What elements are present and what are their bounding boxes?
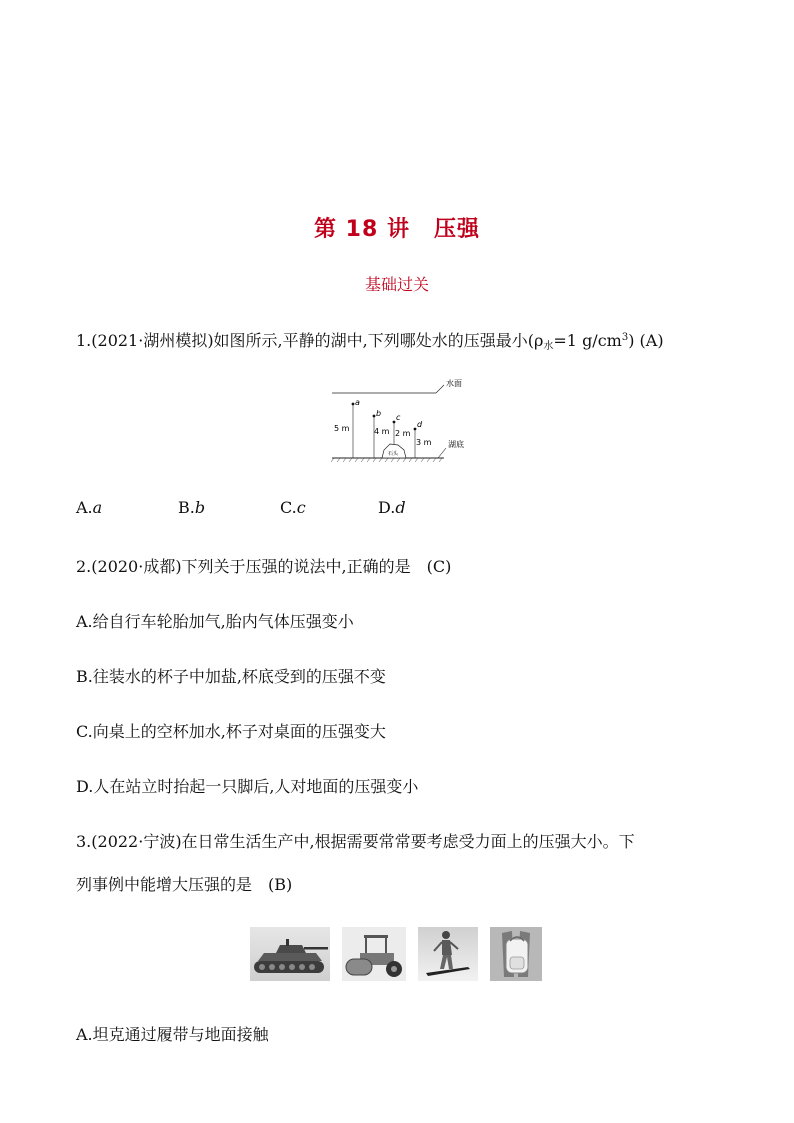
point-d-marker (414, 428, 417, 431)
q2-stem: 2.(2020·成都)下列关于压强的说法中,正确的是 (C) (76, 557, 452, 576)
point-c-marker (393, 421, 396, 424)
q3-stem-line1: 3.(2022·宁波)在日常生活生产中,根据需要常常要考虑受力面上的压强大小。下 (76, 832, 635, 851)
point-b-marker (373, 415, 376, 418)
water-surface-leader (436, 385, 444, 393)
q1-option-b: B.b (178, 498, 206, 517)
point-a-marker (352, 403, 355, 406)
q2-option-b: B.往装水的杯子中加盐,杯底受到的压强不变 (76, 667, 386, 686)
q1-option-d: D.d (378, 498, 406, 517)
depth-label-d: 3 m (416, 438, 432, 447)
section-heading: 基础过关 (364, 275, 429, 294)
q1-stem: 1.(2021·湖州模拟)如图所示,平静的湖中,下列哪处水的压强最小($\rho_水=1$ $g/cm^3$) (A) (76, 331, 664, 352)
q1-option-c: C.c (280, 498, 306, 517)
lake-bottom-label: 湖底 (448, 440, 464, 449)
depth-label-b: 4 m (374, 427, 390, 436)
lake-bottom-leader (438, 448, 446, 458)
q3-stem-line2: 列事例中能增大压强的是 (B) (76, 875, 293, 894)
point-b-label: b (376, 409, 382, 418)
lake-pressure-figure (326, 374, 476, 466)
q2-option-c: C.向桌上的空杯加水,杯子对桌面的压强变大 (76, 722, 386, 741)
q3-option-a: A.坦克通过履带与地面接触 (76, 1025, 269, 1044)
snowboard-photo (418, 927, 478, 981)
q2-option-a: A.给自行车轮胎加气,胎内气体压强变小 (76, 612, 354, 631)
lake-bottom-hatch (331, 458, 442, 462)
q3-photo-strip (250, 927, 542, 983)
q2-option-d: D.人在站立时抬起一只脚后,人对地面的压强变小 (76, 777, 419, 796)
point-a-label: a (355, 398, 360, 407)
rock-label: 石头 (388, 451, 399, 457)
backpack-photo (490, 927, 542, 981)
water-surface-label: 水面 (446, 379, 462, 388)
lecture-topic: 压强 (433, 217, 480, 242)
page-title (0, 212, 794, 243)
road-roller-photo (342, 927, 406, 981)
tank-photo (250, 927, 330, 981)
q1-option-a: A.a (76, 498, 103, 517)
lecture-number: 第 18 讲 (314, 217, 410, 242)
rho-subscript: 水 (543, 341, 554, 352)
point-c-label: c (396, 413, 401, 422)
unit-superscript: 3 (621, 332, 629, 343)
depth-label-c: 2 m (395, 429, 411, 438)
point-d-label: d (417, 420, 423, 429)
depth-label-a: 5 m (334, 424, 350, 433)
